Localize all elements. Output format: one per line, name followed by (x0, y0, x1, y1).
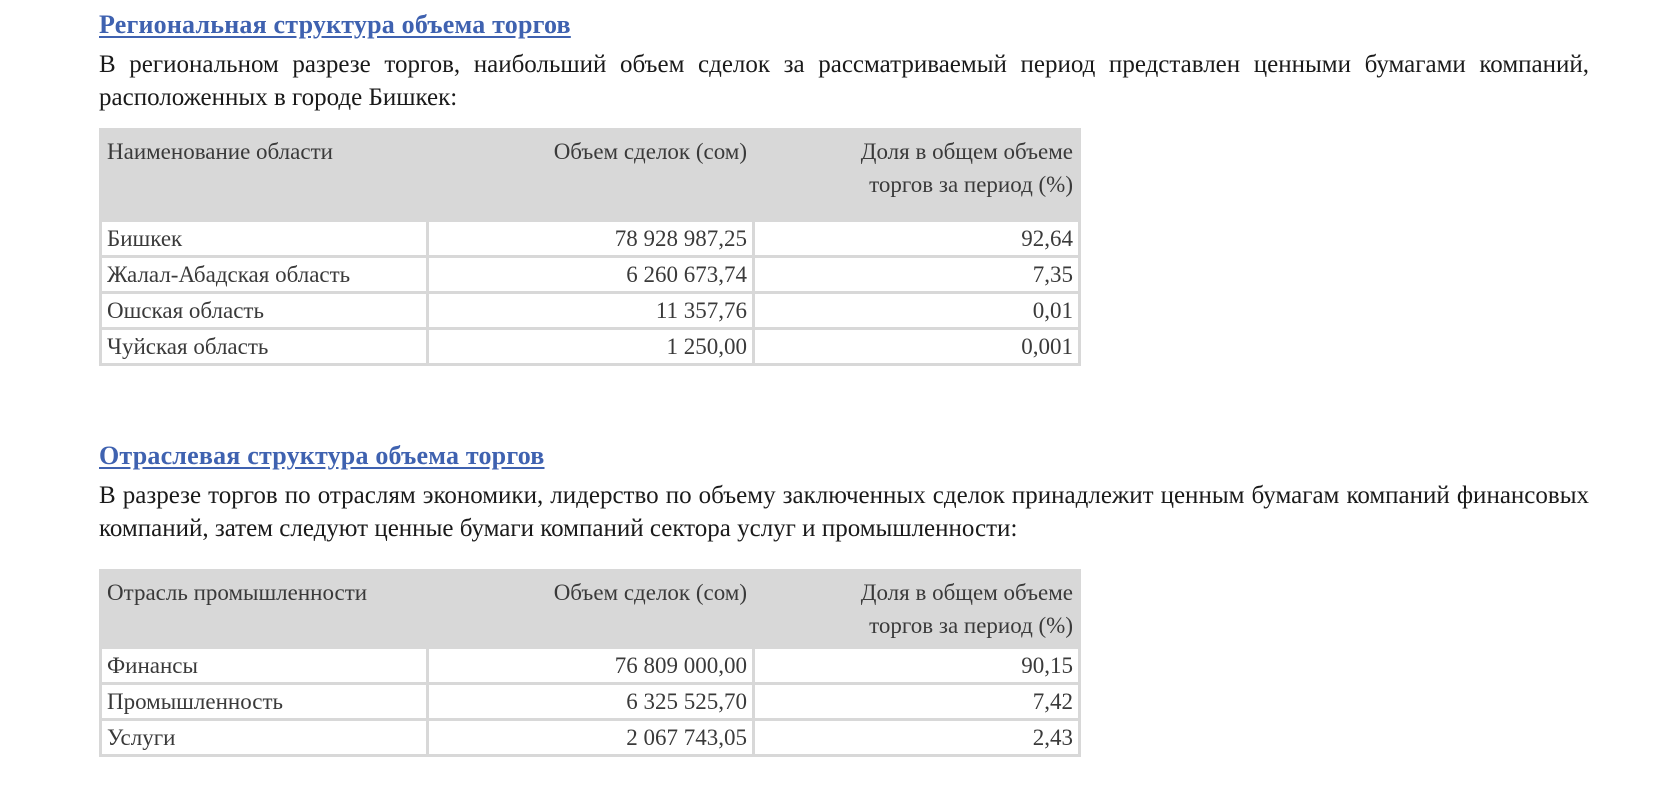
cell-sector-name: Финансы (102, 649, 426, 682)
header-share (755, 572, 1078, 646)
header-sector-name: Отрасль промышленности (102, 572, 426, 646)
cell-volume: 1 250,00 (429, 330, 752, 363)
header-volume: Объем сделок (сом) (429, 572, 752, 646)
table-row (102, 258, 1078, 291)
cell-region-name: Бишкек (102, 222, 426, 255)
table-row (102, 222, 1078, 255)
header-region-name: Наименование области (102, 131, 426, 219)
table-row (102, 685, 1078, 718)
header-share-line1: Доля в общем объеме (860, 580, 1073, 605)
cell-sector-name: Промышленность (102, 685, 426, 718)
table-row (102, 294, 1078, 327)
regional-heading[interactable]: Региональная структура объема торгов (99, 10, 571, 39)
header-volume: Объем сделок (сом) (429, 131, 752, 219)
cell-share: 7,42 (755, 685, 1078, 718)
table-row (102, 649, 1078, 682)
cell-share: 90,15 (755, 649, 1078, 682)
table-header-row (102, 572, 1078, 646)
cell-volume: 78 928 987,25 (429, 222, 752, 255)
sector-table (99, 569, 1081, 757)
table-header-row (102, 131, 1078, 219)
table-row (102, 330, 1078, 363)
header-share (755, 131, 1078, 219)
sector-heading[interactable]: Отраслевая структура объема торгов (99, 441, 545, 470)
cell-share: 92,64 (755, 222, 1078, 255)
sector-paragraph: В разрезе торгов по отраслям экономики, лидерство по объему заключенных сделок принадлежит ценным бумагам компаний финансовых компаний, затем следуют ценные бумаги компаний сектора услуг и промышленности: (99, 482, 1589, 542)
cell-volume: 2 067 743,05 (429, 721, 752, 754)
cell-share: 2,43 (755, 721, 1078, 754)
cell-volume: 6 325 525,70 (429, 685, 752, 718)
header-share-line1: Доля в общем объеме (860, 139, 1073, 164)
cell-share: 0,001 (755, 330, 1078, 363)
cell-volume: 11 357,76 (429, 294, 752, 327)
cell-share: 0,01 (755, 294, 1078, 327)
header-share-line2: торгов за период (%) (869, 172, 1073, 197)
regional-table (99, 128, 1081, 366)
cell-sector-name: Услуги (102, 721, 426, 754)
regional-section (99, 10, 1589, 114)
cell-volume: 76 809 000,00 (429, 649, 752, 682)
header-share-line2: торгов за период (%) (869, 613, 1073, 638)
sector-section (99, 441, 1589, 545)
table-row (102, 721, 1078, 754)
cell-region-name: Ошская область (102, 294, 426, 327)
cell-share: 7,35 (755, 258, 1078, 291)
regional-paragraph: В региональном разрезе торгов, наибольший объем сделок за рассматриваемый период представлен ценными бумагами компаний, расположенных в городе Бишкек: (99, 51, 1589, 111)
cell-region-name: Чуйская область (102, 330, 426, 363)
cell-region-name: Жалал-Абадская область (102, 258, 426, 291)
cell-volume: 6 260 673,74 (429, 258, 752, 291)
